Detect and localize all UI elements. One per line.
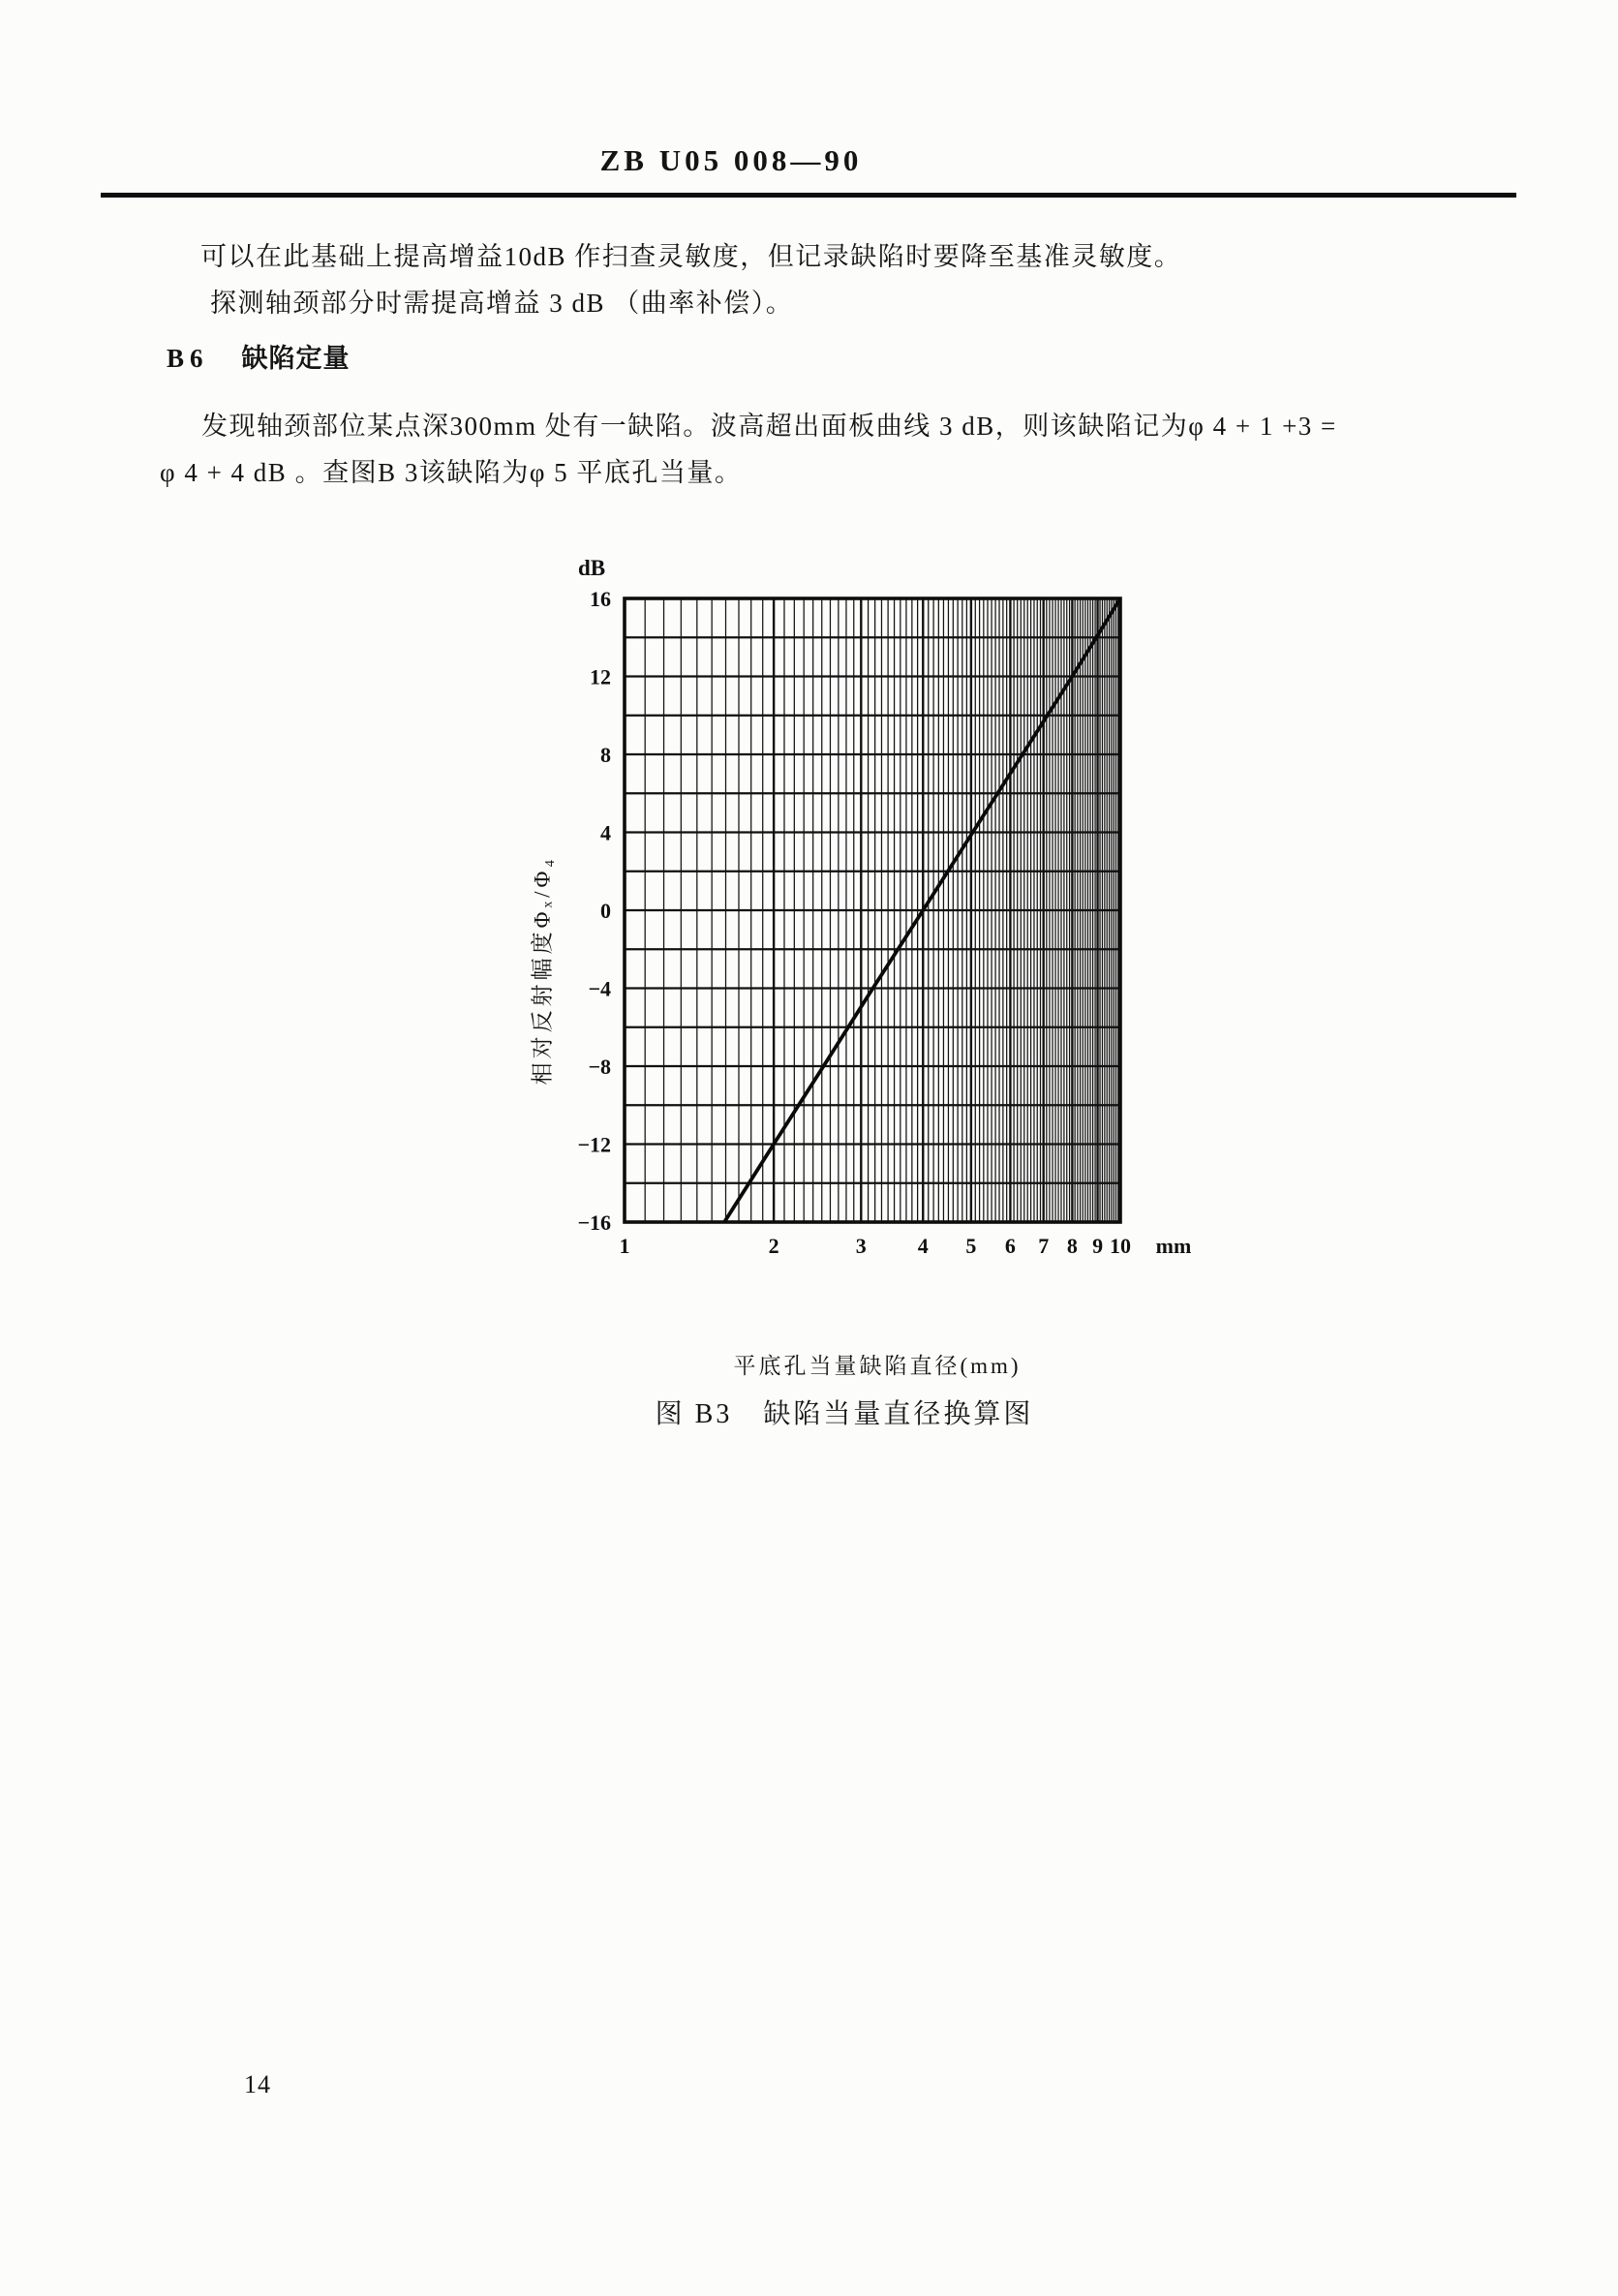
y-tick-label: 12 [590, 664, 611, 689]
y-tick-label: 8 [600, 743, 611, 767]
x-unit-label: mm [1155, 1234, 1192, 1258]
y-axis-title: 相对反射幅度Φₓ/Φ₄ [530, 855, 555, 1086]
x-axis-title: 平底孔当量缺陷直径(mm) [733, 1354, 1022, 1378]
x-tick-label: 7 [1038, 1234, 1050, 1258]
y-tick-label: −12 [577, 1132, 611, 1157]
figure-caption [656, 1393, 1034, 1431]
x-tick-label: 4 [917, 1234, 929, 1258]
standard-number-header: ZB U05 008—90 [599, 143, 863, 177]
header-rule [101, 193, 1516, 198]
x-tick-label: 6 [1004, 1234, 1016, 1258]
section-heading-b6 [167, 337, 351, 375]
x-tick-label: 8 [1066, 1234, 1078, 1258]
y-tick-label: −4 [588, 976, 611, 1001]
x-tick-label: 5 [965, 1234, 977, 1258]
figure-caption-title: 缺陷当量直径换算图 [763, 1399, 1034, 1429]
y-unit-label: dB [578, 556, 606, 580]
conversion-chart-svg [537, 547, 1215, 1298]
paragraph-2-line-1: 发现轴颈部位某点深300mm 处有一缺陷。波高超出面板曲线 3 dB，则该缺陷记为φ 4 + 1 +3 = [201, 412, 1337, 441]
conversion-chart [537, 547, 1215, 1298]
y-tick-label: −8 [588, 1055, 611, 1079]
paragraph-2-line-2: φ 4 + 4 dB 。查图B 3该缺陷为φ 5 平底孔当量。 [160, 458, 743, 487]
paragraph-1-line-2: 探测轴颈部分时需提高增益 3 dB （曲率补偿）。 [210, 289, 794, 318]
section-number: B6 [167, 344, 209, 373]
paragraph-1-line-1: 可以在此基础上提高增益10dB 作扫查灵敏度，但记录缺陷时要降至基准灵敏度。 [200, 242, 1182, 271]
x-tick-label: 10 [1110, 1234, 1131, 1258]
y-tick-label: −16 [577, 1210, 611, 1235]
page-number: 14 [244, 2070, 271, 2098]
y-tick-label: 16 [590, 587, 611, 611]
x-tick-label: 1 [619, 1234, 630, 1258]
y-tick-label: 0 [600, 899, 611, 923]
x-tick-label: 9 [1092, 1234, 1104, 1258]
figure-caption-number: 图 B3 [655, 1399, 733, 1429]
x-tick-label: 3 [855, 1234, 867, 1258]
x-tick-label: 2 [768, 1234, 779, 1258]
section-title: 缺陷定量 [241, 344, 351, 373]
y-tick-label: 4 [600, 820, 611, 845]
